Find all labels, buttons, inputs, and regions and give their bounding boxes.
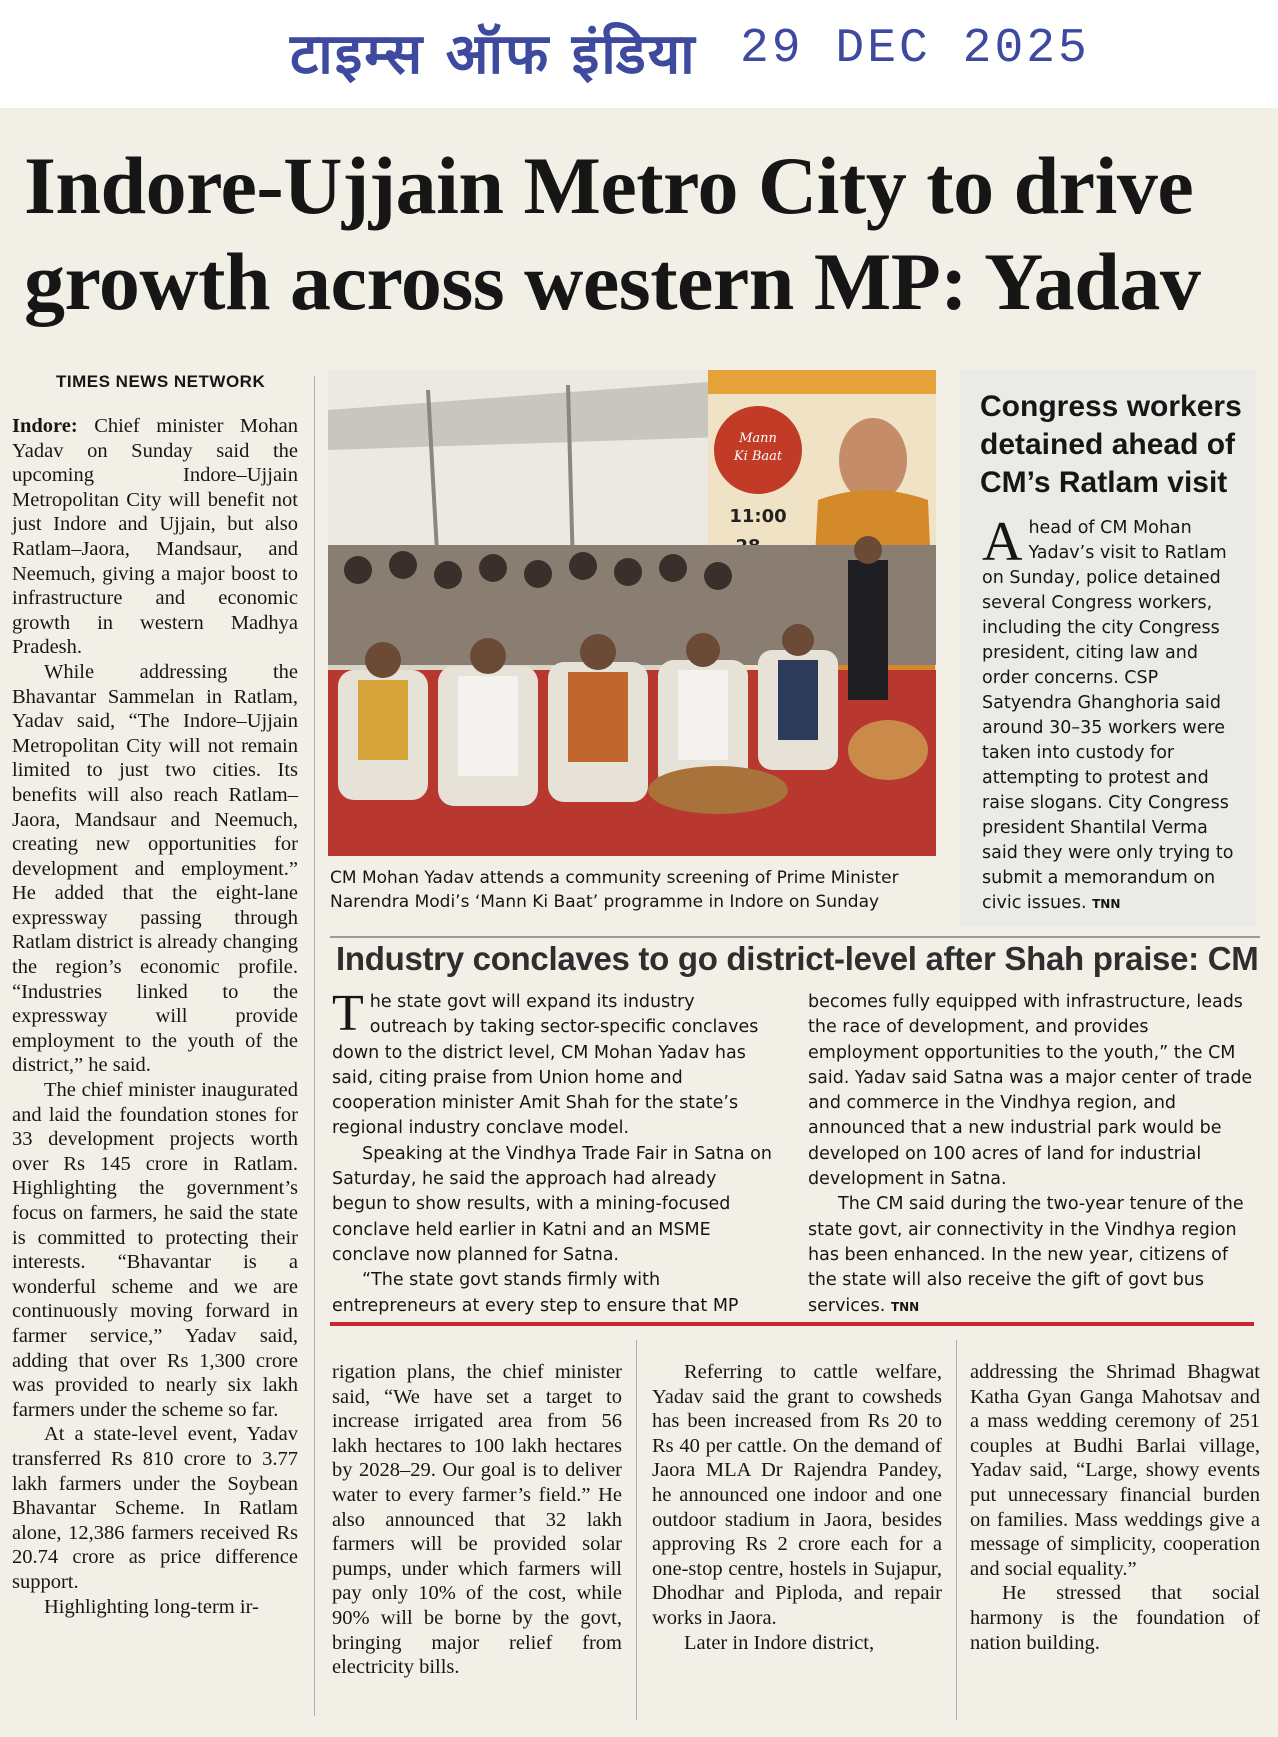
sub-story-paragraph: becomes fully equipped with infrastructure, leads the race of development, and provides employment opportunities to the youth,” the CM said. Yadav said Satna was a major center of trade and commerce in the Vindhya region, and announced that a new industrial park would be developed on 100 acres of land for industrial development in Satna. [808, 992, 1253, 1190]
sub-story-paragraph [808, 1192, 1258, 1319]
photo-caption: CM Mohan Yadav attends a community screening of Prime Minister Narendra Modi’s ‘Mann Ki Baat’ programme in Indore on Sunday [330, 868, 899, 912]
column-rule [314, 376, 315, 1716]
drop-cap: T [332, 985, 364, 1042]
drop-cap: A [982, 511, 1023, 573]
main-story-column-2 [332, 1360, 622, 1680]
newspaper-name: टाइम्स ऑफ इंडिया [290, 21, 697, 87]
sidebar-headline: Congress workers detained ahead of CM’s Ratlam visit [980, 390, 1242, 499]
paragraph-text: Chief minister Mohan Yadav on Sunday said the upcoming Indore–Ujjain Metropolitan City will benefit not just Indore and Ujjain, but also Ratlam–Jaora, Mandsaur, and Neemuch, giving a major boost to infrastructure and economic growth in western Madhya Pradesh. [12, 415, 298, 659]
main-story-paragraph: rigation plans, the chief minister said, “We have set a target to increase irrigated area from 56 lakh hectares to 100 lakh hectares by 2028–29. Our goal is to deliver water to every farmer’s field.” He also announced that 32 lakh farmers will be provided solar pumps, under which farmers will pay only 10% of the cost, while 90% will be borne by the govt, bringing major relief from electricity bills. [332, 1361, 622, 1679]
event-photo [328, 370, 936, 856]
sidebar-story [982, 511, 1244, 917]
main-story-paragraph: Later in Indore district, [684, 1631, 875, 1654]
main-story-paragraph: He stressed that social harmony is the foundation of nation building. [970, 1582, 1260, 1654]
dateline: Indore: [12, 415, 78, 437]
agency-tag: TNN [890, 1299, 920, 1314]
main-story-column-3 [652, 1360, 942, 1655]
main-story-paragraph: Highlighting long-term ir- [44, 1595, 259, 1618]
screen-time: 11:00 [729, 506, 787, 527]
screen-title-2: Ki Baat [733, 449, 783, 464]
main-story-paragraph: Referring to cattle welfare, Yadav said the grant to cowsheds has been increased from Rs 20 to Rs 40 per cattle. On the demand of Jaora MLA Dr Rajendra Pandey, he announced one indoor and one outdoor stadium in Jaora, besides approving Rs 2 crore each for a one-stop centre, hostels in Sujapur, Dhodhar and Piploda, and repair works in Jaora. [652, 1361, 942, 1629]
main-story-paragraph: The chief minister inaugurated and laid the foundation stones for 33 development projects worth over Rs 145 crore in Ratlam. Highlighting the government’s focus on farmers, he said the state is committed to protecting their interests. “Bhavantar is a wonderful scheme and we are continuously moving forward in farmer service,” Yadav said, adding that over Rs 1,300 crore was provided to nearly six lakh farmers under the scheme so far. [12, 1079, 298, 1421]
photo-illustration [328, 370, 936, 856]
main-story-paragraph [12, 414, 298, 660]
main-story-column-1 [12, 414, 298, 1619]
byline: TIMES NEWS NETWORK [56, 372, 266, 391]
column-rule [636, 1340, 637, 1720]
sub-story-headline: Industry conclaves to go district-level after Shah praise: CM [336, 940, 1259, 977]
sub-story-column-2 [808, 990, 1258, 1320]
sub-story-column-1 [332, 985, 772, 1319]
screen-title: Mann [739, 431, 777, 446]
paragraph-text: he state govt will expand its industry outreach by taking sector-specific conclaves down to the district level, CM Mohan Yadav has said, citing praise from Union home and cooperation minister Amit Shah for the state’s regional industry conclave model. [332, 992, 759, 1139]
main-story-paragraph: At a state-level event, Yadav transferred Rs 810 crore to 3.77 lakh farmers under the Soybean Bhavantar Scheme. In Ratlam alone, 12,386 farmers received Rs 20.74 crore as price difference support. [12, 1423, 298, 1593]
paragraph-text: The CM said during the two-year tenure of the state govt, air connectivity in the Vindhya region has been enhanced. In the new year, citizens of the state will also receive the gift of govt bus services. [808, 1194, 1244, 1316]
main-story-paragraph: While addressing the Bhavantar Sammelan in Ratlam, Yadav said, “The Indore–Ujjain Metropolitan City will not remain limited to just two cities. Its benefits will also reach Ratlam–Jaora, Mandsaur and Neemuch, creating new opportunities for development and employment.” He added that the eight-lane expressway passing through Ratlam district is already changing the region’s economic profile. “Industries linked to the expressway will provide employment to the youth of the district,” he said. [12, 660, 298, 1077]
masthead [0, 0, 1278, 108]
agency-tag: TNN [1092, 897, 1121, 911]
sub-story-paragraph: “The state govt stands firmly with entrepreneurs at every step to ensure that MP [332, 1270, 739, 1316]
main-story-paragraph: addressing the Shrimad Bhagwat Katha Gyan Ganga Mahotsav and a mass wedding ceremony of 251 couples at Budhi Barlai village, Yadav said, “Large, showy events put unnecessary financial burden on families. Mass weddings give a message of simplicity, cooperation and social equality.” [970, 1361, 1260, 1580]
section-divider [330, 936, 1260, 938]
clipping-date-stamp: 29 DEC 2025 [740, 22, 1090, 76]
sub-story-paragraph: Speaking at the Vindhya Trade Fair in Satna on Saturday, he said the approach had already begun to show results, with a mining-focused conclave held earlier in Katni and an MSME conclave now planned for Satna. [332, 1143, 772, 1265]
main-story-column-4 [970, 1360, 1260, 1655]
sub-story-paragraph [332, 985, 772, 1142]
sidebar-body-text: head of CM Mohan Yadav’s visit to Ratlam on Sunday, police detained several Congress workers, including the city Congress president, citing law and order concerns. CSP Satyendra Ghanghoria said around 30–35 workers were taken into custody for attempting to protest and raise slogans. City Congress president Shantilal Verma said they were only trying to submit a memorandum on civic issues. [982, 518, 1234, 913]
column-rule [956, 1340, 957, 1720]
red-divider [330, 1322, 1254, 1326]
main-headline: Indore-Ujjain Metro City to drive growth across western MP: Yadav [24, 140, 1201, 327]
